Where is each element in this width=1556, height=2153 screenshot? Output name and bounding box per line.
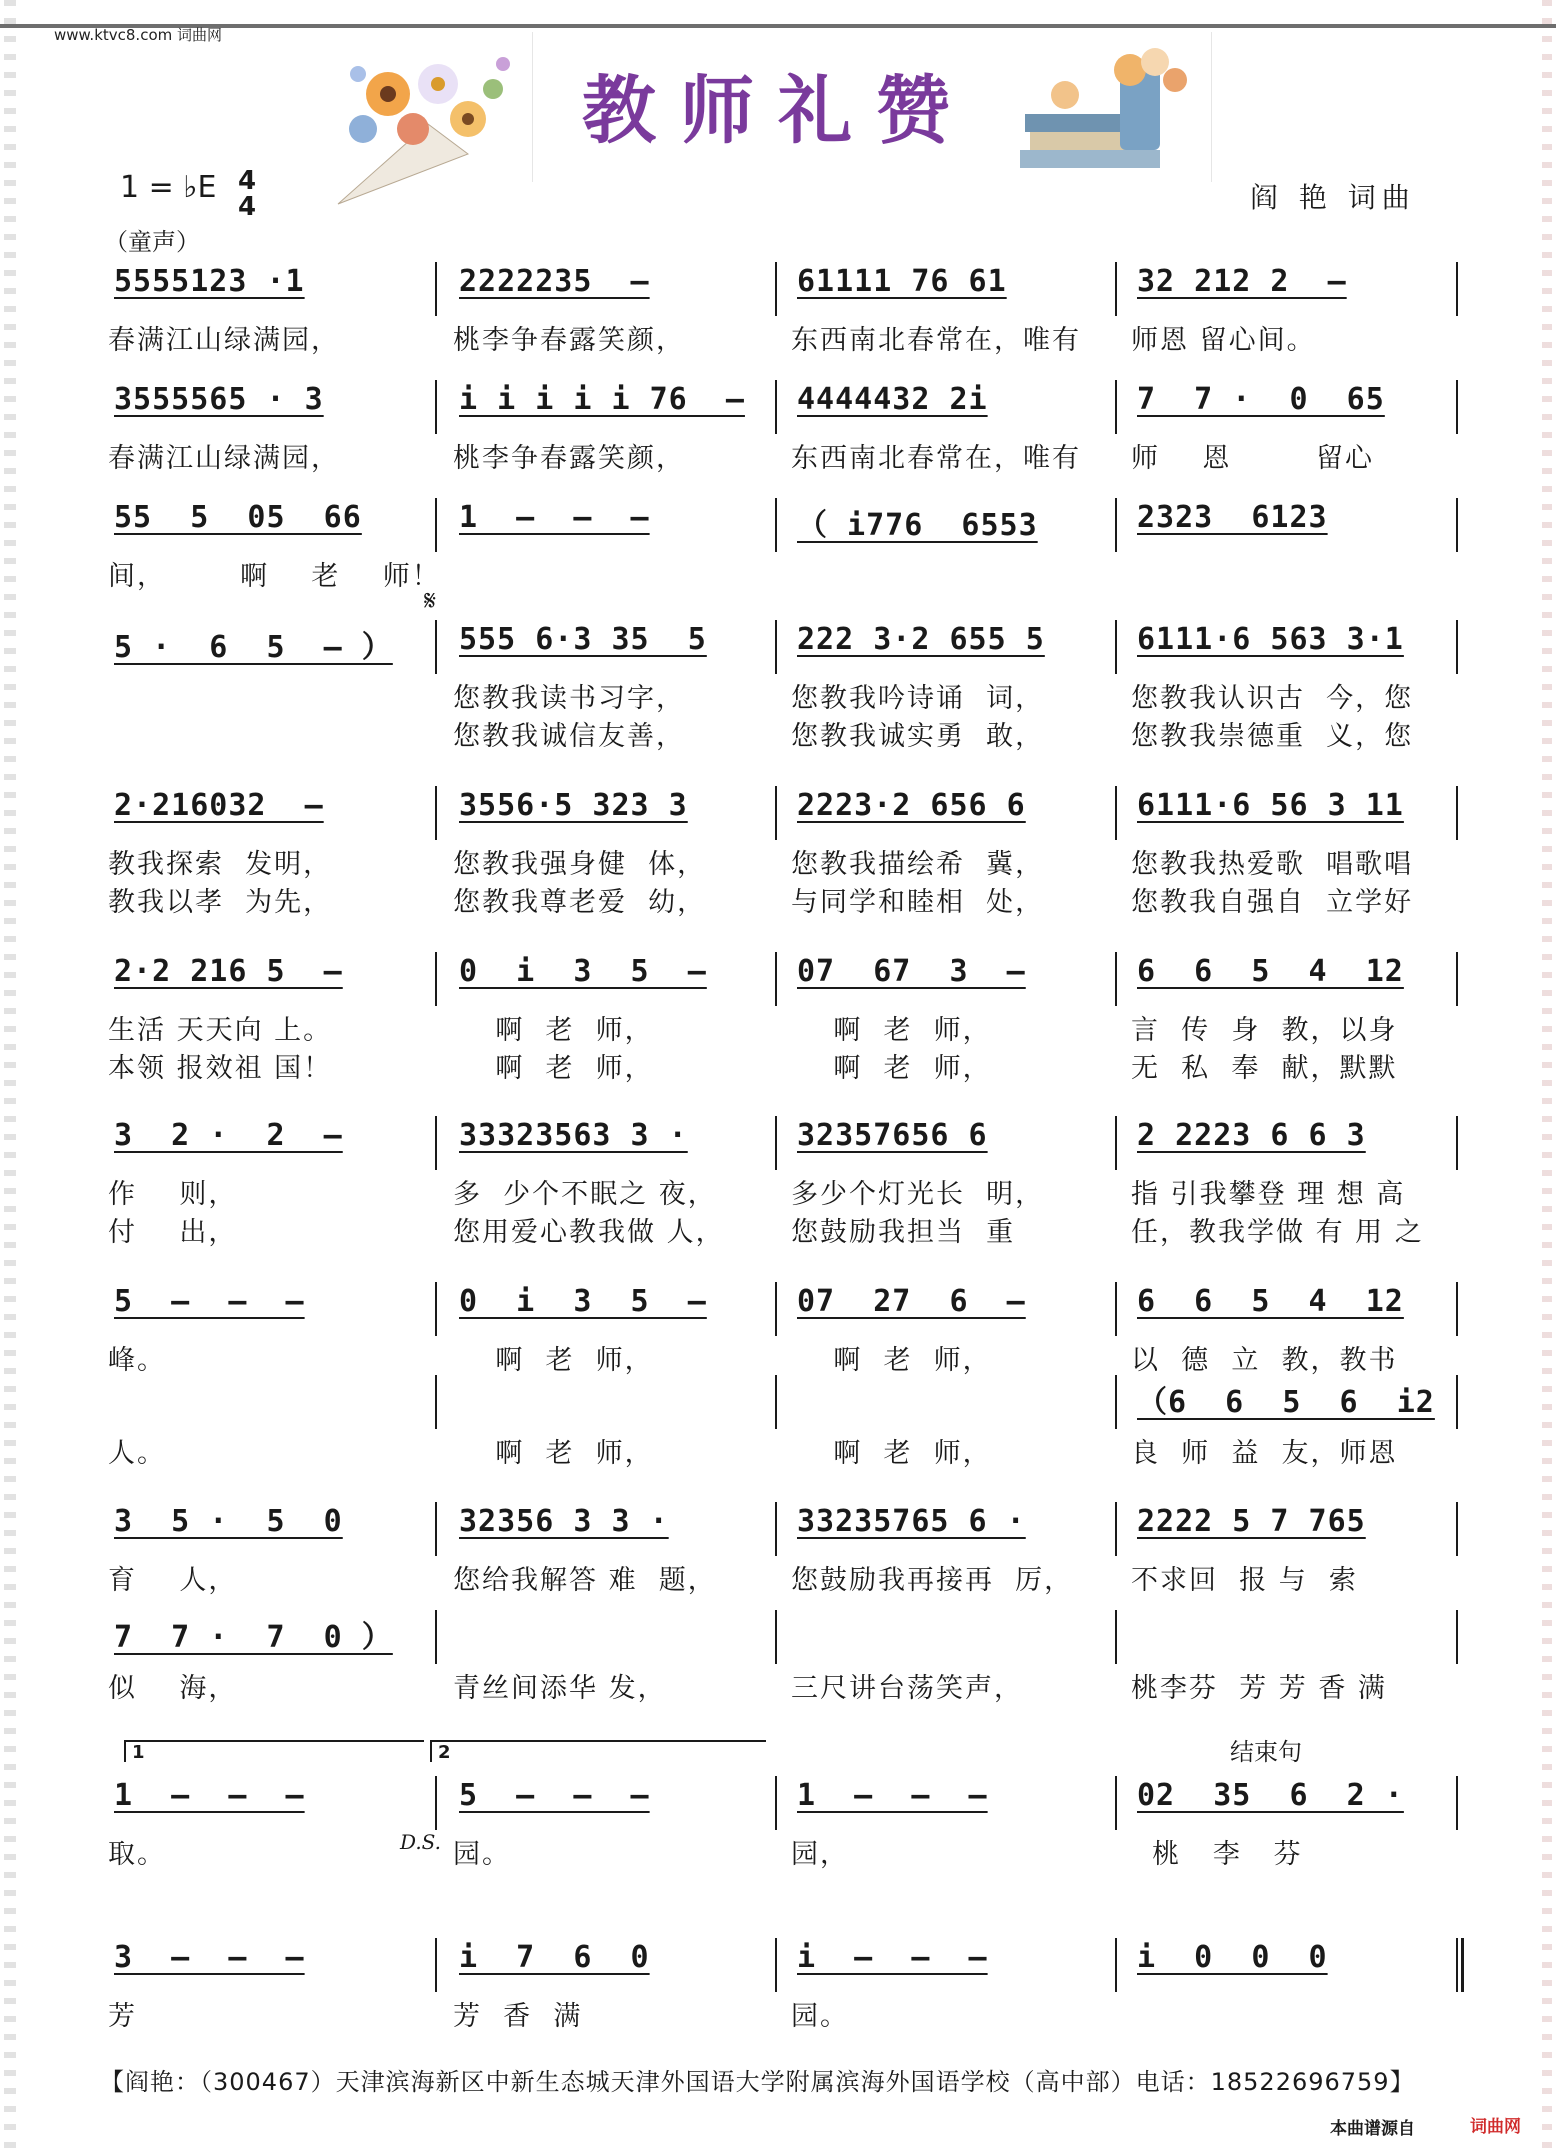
barline: [1115, 620, 1117, 674]
barline: [1456, 1776, 1458, 1830]
key-signature: 1 = ♭E: [120, 170, 217, 205]
barline: [1456, 498, 1458, 552]
lyric-line: 东西南北春常在，唯有: [791, 443, 1081, 474]
barline: [435, 786, 437, 840]
voice-label: （童声）: [104, 228, 200, 256]
barline: [435, 262, 437, 316]
measure-notes: 3 – – –: [114, 1940, 305, 1975]
barline: [1115, 1282, 1117, 1336]
volta-second: 2: [430, 1740, 766, 1762]
barline: [1456, 1502, 1458, 1556]
lyric-line-verse2: 任，教我学做 有 用 之: [1131, 1217, 1424, 1248]
lyric-line: 青丝间添华 发，: [453, 1673, 667, 1704]
lyric-line-verse2: 本领 报效祖 国！: [108, 1053, 333, 1084]
measure-notes: 2·216032 –: [114, 788, 324, 823]
time-signature-bottom: 4: [238, 192, 257, 222]
lyric-line: 芳 香 满: [453, 2001, 583, 2032]
lyric-line-verse2: 您教我自强自 立学好: [1131, 887, 1414, 918]
ds-mark: D.S.: [400, 1830, 442, 1854]
barline: [1115, 1776, 1117, 1830]
measure-notes: 5 – – –: [114, 1284, 305, 1319]
measure-notes: i 7 6 0: [459, 1940, 650, 1975]
measure-notes: 222 3·2 655 5: [797, 622, 1045, 657]
measure-notes: 5 – – –: [459, 1778, 650, 1813]
barline: [775, 952, 777, 1006]
barline: [775, 1282, 777, 1336]
barline: [775, 620, 777, 674]
barline: [1456, 1282, 1458, 1336]
barline: [775, 498, 777, 552]
lyric-line: 教我探索 发明，: [108, 849, 333, 880]
top-rule: [0, 24, 1556, 28]
ending-label: 结束句: [1230, 1738, 1302, 1766]
measure-notes: 0 i 3 5 –: [459, 954, 707, 989]
lyric-line: 啊 老 师，: [453, 1438, 654, 1469]
lyric-line-verse2: 您用爱心教我做 人，: [453, 1217, 725, 1248]
lyric-line-verse2: 教我以孝 为先，: [108, 887, 333, 918]
lyric-line: 啊 老 师，: [791, 1015, 992, 1046]
measure-notes: 07 67 3 –: [797, 954, 1026, 989]
watermark-strip-right: [1542, 0, 1552, 2153]
measure-notes: 6 6 5 4 12: [1137, 954, 1404, 989]
barline: [1115, 1116, 1117, 1170]
lyric-line: 您教我吟诗诵 词，: [791, 683, 1045, 714]
lyric-line: 春满江山绿满园，: [108, 443, 340, 474]
time-signature: [238, 168, 256, 220]
barline: [1115, 952, 1117, 1006]
measure-notes: i – – –: [797, 1940, 988, 1975]
barline: [775, 1610, 777, 1664]
measure-notes: i 0 0 0: [1137, 1940, 1328, 1975]
measure-notes: （ i776 6553: [797, 508, 1038, 543]
lyric-line: 您教我认识古 今，您: [1131, 683, 1414, 714]
lyric-line: 言 传 身 教，以身: [1131, 1015, 1398, 1046]
watermark-strip-left: [4, 0, 16, 2153]
lyric-line: 春满江山绿满园，: [108, 325, 340, 356]
measure-notes: i i i i i 76 –: [459, 382, 745, 417]
measure-notes: 33323563 3 ·: [459, 1118, 688, 1153]
lyric-line: 作 则，: [108, 1179, 238, 1210]
lyric-line: 芳: [108, 2001, 137, 2032]
barline: [1456, 786, 1458, 840]
measure-notes: 3 5 · 5 0: [114, 1504, 343, 1539]
measure-notes: 2323 6123: [1137, 500, 1328, 535]
measure-notes: 5555123 ·1: [114, 264, 305, 299]
barline: [435, 620, 437, 674]
barline: [1456, 952, 1458, 1006]
barline: [435, 1282, 437, 1336]
lyric-line-verse2: 与同学和睦相 处，: [791, 887, 1045, 918]
measure-notes: 2222235 –: [459, 264, 650, 299]
lyric-line: 您教我描绘希 冀，: [791, 849, 1045, 880]
barline: [775, 1776, 777, 1830]
measure-notes: 1 – – –: [459, 500, 650, 535]
barline: [435, 1938, 437, 1992]
lyric-line: 您教我强身健 体，: [453, 849, 707, 880]
lyric-line: 啊 老 师，: [791, 1345, 992, 1376]
lyric-line: 育 人，: [108, 1565, 238, 1596]
lyric-line: 人。: [108, 1438, 166, 1469]
lyric-line: 间， 啊 老 师！: [108, 561, 441, 592]
barline: [1456, 380, 1458, 434]
lyric-line: 多少个灯光长 明，: [791, 1179, 1045, 1210]
lyric-line: 桃 李 芬: [1131, 1839, 1303, 1870]
measure-notes: 1 – – –: [114, 1778, 305, 1813]
barline: [435, 1502, 437, 1556]
measure-notes: 61111 76 61: [797, 264, 1007, 299]
barline: [775, 786, 777, 840]
lyric-line: 啊 老 师，: [453, 1345, 654, 1376]
lyric-line: 您教我读书习字，: [453, 683, 685, 714]
barline: [1115, 1938, 1117, 1992]
barline: [1115, 498, 1117, 552]
lyric-line: 三尺讲台荡笑声，: [791, 1673, 1023, 1704]
barline: [1115, 1610, 1117, 1664]
barline: [775, 1938, 777, 1992]
barline: [1456, 1375, 1458, 1429]
segno-mark: 𝄋: [424, 584, 437, 617]
measure-notes: 6111·6 563 3·1: [1137, 622, 1404, 657]
lyric-line: 啊 老 师，: [453, 1015, 654, 1046]
measure-notes: 32356 3 3 ·: [459, 1504, 669, 1539]
lyric-line: 多 少个不眠之 夜，: [453, 1179, 717, 1210]
barline: [435, 1375, 437, 1429]
measure-notes: 4444432 2i: [797, 382, 988, 417]
measure-notes: 55 5 05 66: [114, 500, 362, 535]
measure-notes: 6 6 5 4 12: [1137, 1284, 1404, 1319]
song-title: 教师礼赞: [582, 68, 974, 154]
lyric-line: 啊 老 师，: [791, 1438, 992, 1469]
time-signature-top: 4: [238, 166, 257, 196]
barline: [1456, 620, 1458, 674]
lyric-line: 园。: [453, 1839, 511, 1870]
measure-notes: 2·2 216 5 –: [114, 954, 343, 989]
measure-notes: 2 2223 6 6 3: [1137, 1118, 1366, 1153]
measure-notes: 3556·5 323 3: [459, 788, 688, 823]
barline: [1115, 262, 1117, 316]
measure-notes: 5 · 6 5 – ）: [114, 630, 393, 665]
barline: [1456, 1938, 1464, 1992]
lyric-line: 园。: [791, 2001, 849, 2032]
lyric-line: 您给我解答 难 题，: [453, 1565, 717, 1596]
lyric-line: 园，: [791, 1839, 849, 1870]
lyric-line: 峰。: [108, 1345, 166, 1376]
measure-notes: 33235765 6 ·: [797, 1504, 1026, 1539]
barline: [435, 1776, 437, 1830]
measure-notes: 7 7 · 7 0 ）: [114, 1620, 393, 1655]
measure-notes: 02 35 6 2 ·: [1137, 1778, 1404, 1813]
lyric-line: 您鼓励我再接再 厉，: [791, 1565, 1074, 1596]
barline: [1115, 380, 1117, 434]
lyric-line-verse2: 您鼓励我担当 重: [791, 1217, 1016, 1248]
lyric-line: 以 德 立 教，教书: [1131, 1345, 1398, 1376]
lyric-line: 桃李争春露笑颜，: [453, 325, 685, 356]
measure-notes: 3555565 · 3: [114, 382, 324, 417]
lyric-line-verse2: 您教我诚信友善，: [453, 721, 685, 752]
lyric-line-verse2: 您教我尊老爱 幼，: [453, 887, 707, 918]
barline: [435, 498, 437, 552]
measure-notes: 2223·2 656 6: [797, 788, 1026, 823]
measure-notes: 6111·6 56 3 11: [1137, 788, 1404, 823]
source-brand[interactable]: 词曲网: [1470, 2117, 1521, 2137]
lyric-line: 师 恩 留心: [1131, 443, 1374, 474]
site-url[interactable]: www.ktvc8.com 词曲网: [54, 26, 223, 44]
lyric-line-verse2: 您教我崇德重 义，您: [1131, 721, 1414, 752]
lyric-line-verse2: 付 出，: [108, 1217, 238, 1248]
measure-notes: 32357656 6: [797, 1118, 988, 1153]
barline: [775, 1375, 777, 1429]
contact-footer: 【阎艳：（300467）天津滨海新区中新生态城天津外国语大学附属滨海外国语学校（高中部）电话：18522696759】: [100, 2068, 1415, 2096]
measure-notes: 1 – – –: [797, 1778, 988, 1813]
barline: [775, 262, 777, 316]
source-label: 本曲谱源自: [1330, 2119, 1415, 2139]
lyric-line: 您教我热爱歌 唱歌唱: [1131, 849, 1414, 880]
barline: [1456, 262, 1458, 316]
lyric-line: 不求回 报 与 索: [1131, 1565, 1358, 1596]
lyric-line: 取。: [108, 1839, 166, 1870]
lyric-line-verse2: 啊 老 师，: [791, 1053, 992, 1084]
lyric-line: 良 师 益 友，师恩: [1131, 1438, 1398, 1469]
barline: [1456, 1116, 1458, 1170]
lyric-line: 桃李争春露笑颜，: [453, 443, 685, 474]
measure-notes: 3 2 · 2 –: [114, 1118, 343, 1153]
measure-notes: 32 212 2 –: [1137, 264, 1347, 299]
lyric-line: 似 海，: [108, 1673, 238, 1704]
lyric-line: 生活 天天向 上。: [108, 1015, 333, 1046]
measure-notes: 07 27 6 –: [797, 1284, 1026, 1319]
barline: [435, 952, 437, 1006]
barline: [1115, 786, 1117, 840]
barline: [775, 1116, 777, 1170]
lyric-line: 指 引我攀登 理 想 高: [1131, 1179, 1406, 1210]
measure-notes: 0 i 3 5 –: [459, 1284, 707, 1319]
measure-notes: 7 7 · 0 65: [1137, 382, 1385, 417]
lyric-line-verse2: 您教我诚实勇 敢，: [791, 721, 1045, 752]
barline: [1115, 1502, 1117, 1556]
lyric-line-verse2: 无 私 奉 献，默默: [1131, 1053, 1398, 1084]
lyric-line-verse2: 啊 老 师，: [453, 1053, 654, 1084]
barline: [1115, 1375, 1117, 1429]
lyric-line: 桃李芬 芳 芳 香 满: [1131, 1673, 1387, 1704]
measure-notes: 555 6·3 35 5: [459, 622, 707, 657]
barline: [1456, 1610, 1458, 1664]
lyric-line: 师恩 留心间。: [1131, 325, 1316, 356]
credits: 阎 艳 词曲: [1250, 181, 1416, 214]
barline: [775, 1502, 777, 1556]
volta-first: 1: [124, 1740, 424, 1762]
barline: [435, 1610, 437, 1664]
measure-notes: （6 6 5 6 i2: [1137, 1385, 1435, 1420]
lyric-line: 东西南北春常在，唯有: [791, 325, 1081, 356]
barline: [435, 1116, 437, 1170]
measure-notes: 2222 5 7 765: [1137, 1504, 1366, 1539]
barline: [435, 380, 437, 434]
barline: [775, 380, 777, 434]
